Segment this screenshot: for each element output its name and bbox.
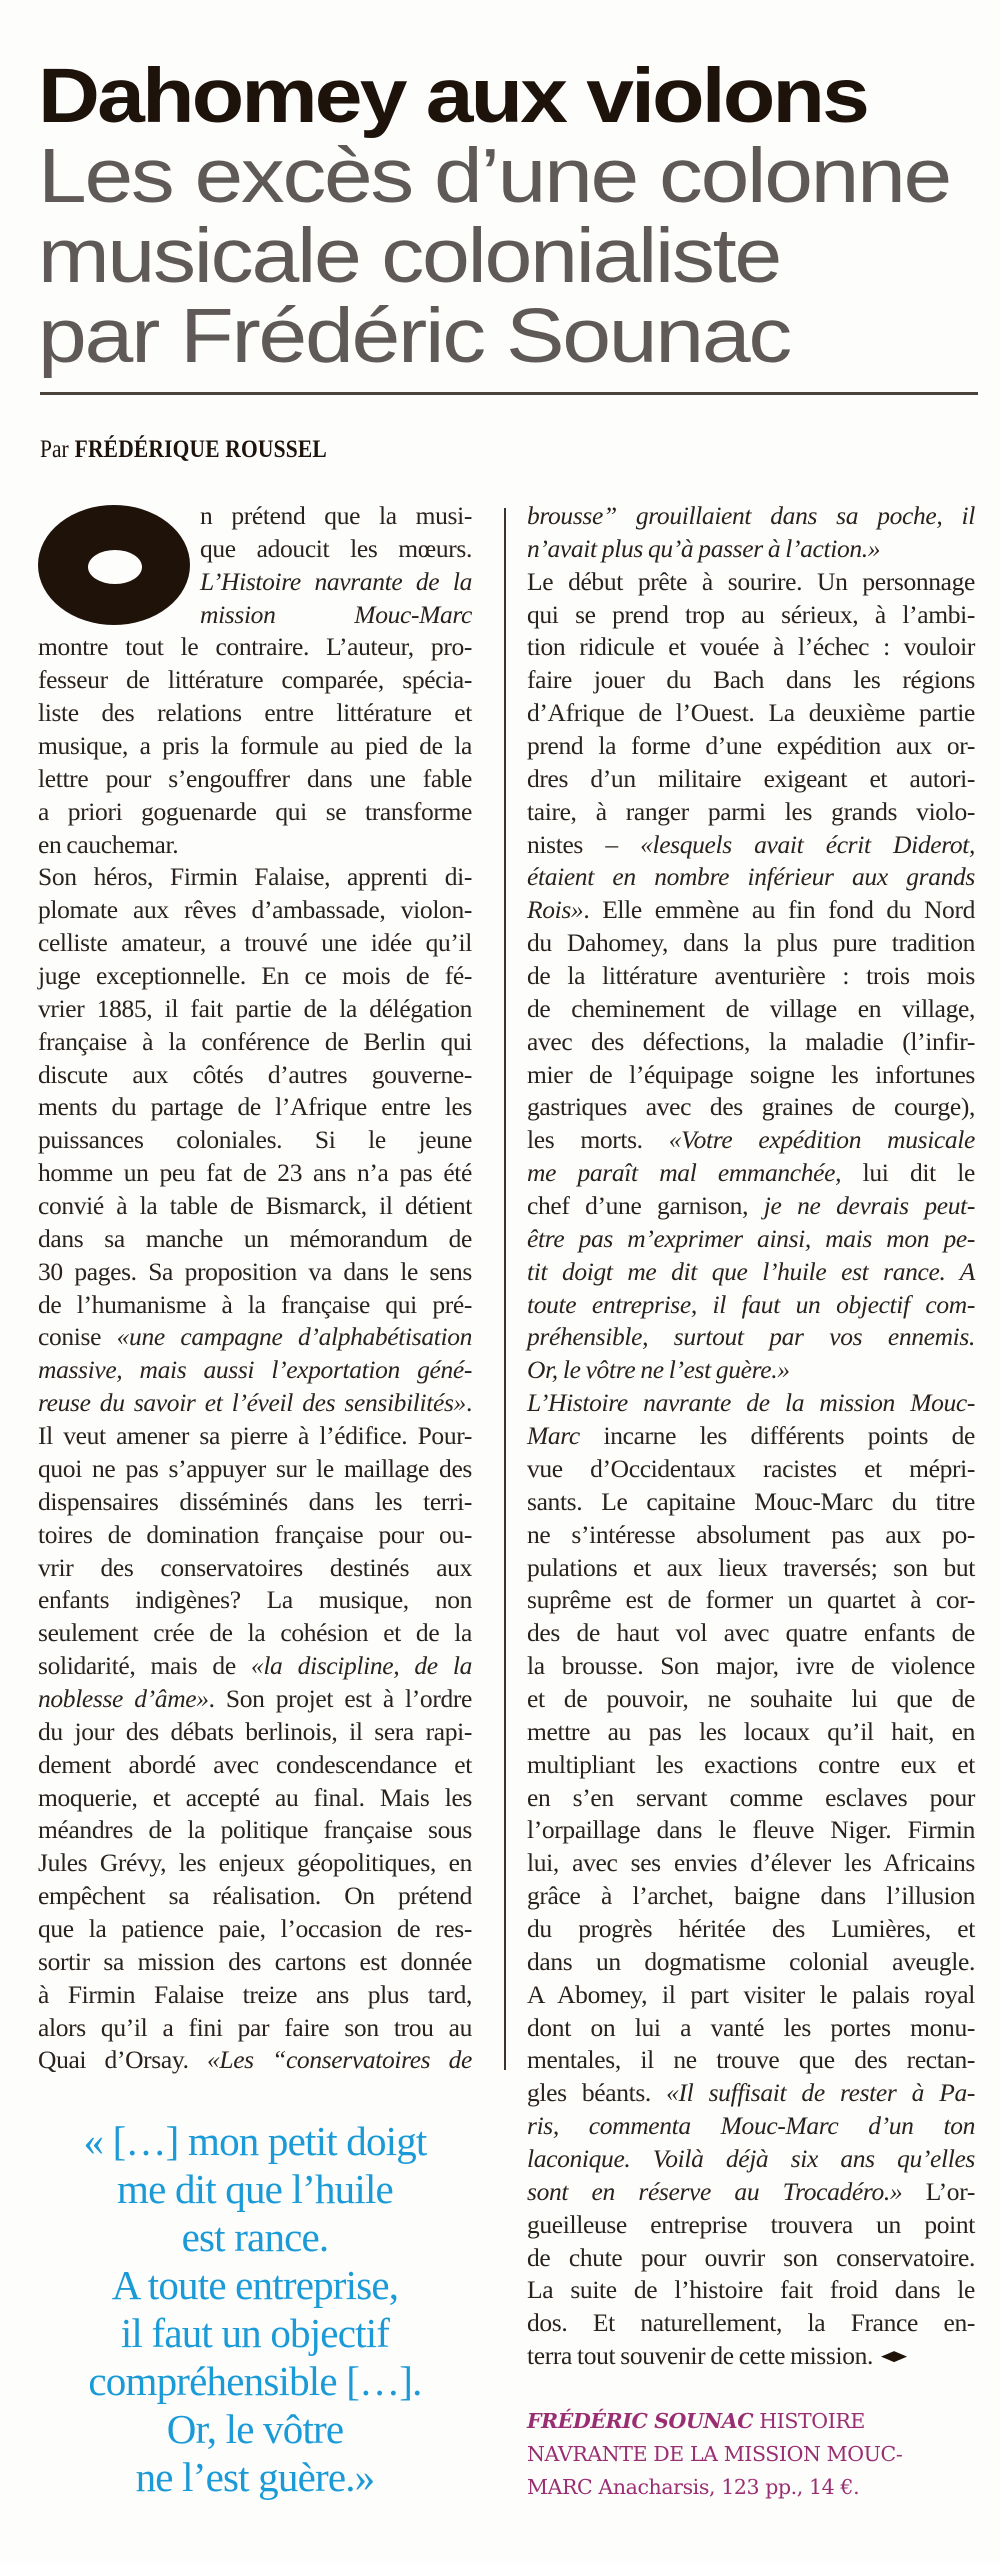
- article-text: homme un peu fat de 23 ans n’a pas été: [38, 1158, 472, 1188]
- article-line: [38, 894, 472, 927]
- article-text: terra tout souvenir de cette mission.: [527, 2341, 874, 2371]
- article-line: [527, 829, 975, 862]
- article-text: taire, à ranger parmi les grands violo-: [527, 796, 975, 826]
- article-line: [527, 1946, 975, 1979]
- article-text: du Dahomey, dans la plus pure tradition: [527, 928, 975, 958]
- article-text: plomate aux rêves d’ambassade, violon-: [38, 895, 472, 925]
- article-line: [527, 599, 975, 632]
- article-text-italic: «une campagne d’alphabétisation: [116, 1322, 472, 1352]
- article-line: [527, 2143, 975, 2176]
- article-line: [38, 1190, 472, 1223]
- pull-quote-line: A toute entreprise,: [111, 2262, 399, 2308]
- article-line: [527, 2110, 975, 2143]
- article-text: gastriques avec des graines de courge),: [527, 1092, 975, 1122]
- article-line: [38, 1453, 472, 1486]
- article-line: [38, 1749, 472, 1782]
- article-text: ments du partage de l’Afrique entre les: [38, 1092, 472, 1122]
- byline-author: FRÉDÉRIQUE ROUSSEL: [74, 436, 327, 463]
- article-line: [527, 1716, 975, 1749]
- article-text: alors qu’il a fini par faire son trou au: [38, 2012, 472, 2042]
- article-line: [38, 1913, 472, 1946]
- article-line: [38, 1387, 472, 1420]
- article-text: vue d’Occidentaux racistes et mépri-: [527, 1453, 975, 1483]
- article-line: [527, 1223, 975, 1256]
- article-line: [527, 1519, 975, 1552]
- article-line: [527, 960, 975, 993]
- article-text: quoi ne pas s’appuyer sur le maillage des: [38, 1453, 472, 1483]
- article-text: grâce à l’archet, baigne dans l’illusion: [527, 1881, 975, 1911]
- article-line: [527, 2012, 975, 2045]
- article-text: toires de domination française pour ou-: [38, 1519, 472, 1549]
- article-line: [38, 2012, 472, 2045]
- article-line: [38, 1946, 472, 1979]
- article-line: [527, 1387, 975, 1420]
- article-line: [200, 599, 472, 632]
- headline-subtitle-line: Les excès d’une colonne: [38, 133, 951, 219]
- article-text: de chute pour ouvrir son conservatoire.: [527, 2242, 975, 2272]
- article-text: multipliant les exactions contre eux et: [527, 1749, 975, 1779]
- article-text: faire jouer du Bach dans les régions: [527, 665, 975, 695]
- article-text: que la patience paie, l’occasion de res-: [38, 1913, 472, 1943]
- article-text: dres d’un militaire exigeant et autori-: [527, 763, 975, 793]
- article-line: [38, 861, 472, 894]
- article-line: [38, 796, 472, 829]
- article-line: [38, 730, 472, 763]
- article-line: [38, 1223, 472, 1256]
- article-line: [527, 500, 975, 533]
- article-line: [38, 1552, 472, 1585]
- article-text-italic: brousse” grouillaient dans sa poche, il: [527, 501, 975, 530]
- article-text: vrir des conservatoires destinés aux: [38, 1552, 472, 1582]
- article-line: [527, 1157, 975, 1190]
- article-text: L’or-: [902, 2176, 975, 2206]
- article-line: [527, 2209, 975, 2242]
- article-text: mier de l’équipage soigne les infortunes: [527, 1059, 975, 1089]
- article-text: sortir sa mission des cartons est donnée: [38, 1946, 472, 1976]
- article-line: [38, 927, 472, 960]
- article-line: [38, 1814, 472, 1847]
- article-text: du jour des débats berlinois, il sera rapi-: [38, 1716, 472, 1746]
- article-line: [38, 1880, 472, 1913]
- article-line: [38, 1157, 472, 1190]
- article-text-italic: préhensible, surtout par vos ennemis.: [527, 1322, 975, 1352]
- article-text-italic: «Votre expédition musicale: [668, 1125, 976, 1155]
- article-line: [527, 664, 975, 697]
- article-line: [527, 2307, 975, 2340]
- article-text: mettre au pas les locaux qu’il hait, en: [527, 1716, 975, 1746]
- article-text: à Firmin Falaise treize ans plus tard,: [38, 1979, 472, 2009]
- article-text: d’Afrique de l’Ouest. La deuxième partie: [527, 698, 975, 728]
- article-line: [38, 1519, 472, 1552]
- article-text: pulations et aux lieux traversés; son but: [527, 1552, 975, 1582]
- article-text: Son héros, Firmin Falaise, apprenti di-: [38, 862, 472, 892]
- article-line: [38, 1289, 472, 1322]
- article-text-italic: noblesse d’âme»: [38, 1683, 209, 1713]
- article-line: [527, 1124, 975, 1157]
- pull-quote-line: il faut un objectif: [120, 2310, 390, 2356]
- article-line: [38, 2044, 472, 2077]
- article-text: Le début prête à sourire. Un personnage: [527, 566, 975, 596]
- article-line: [527, 894, 975, 927]
- pull-quote-line: « […] mon petit doigt: [83, 2118, 427, 2164]
- article-text: celliste amateur, a trouvé une idée qu’il: [38, 928, 472, 958]
- article-text-italic: L’Histoire navrante de la mission Mouc-: [527, 1388, 975, 1418]
- article-text: Il veut amener sa pierre à l’édifice. Pour-: [38, 1421, 472, 1451]
- article-line: [527, 993, 975, 1026]
- article-line: [200, 566, 472, 599]
- article-line: [527, 533, 975, 566]
- article-text: française à la conférence de Berlin qui: [38, 1026, 472, 1056]
- article-line: [527, 1814, 975, 1847]
- article-line: [527, 1059, 975, 1092]
- article-line: [38, 1782, 472, 1815]
- book-title: HISTOIRE: [759, 2409, 865, 2433]
- book-title-continued: NAVRANTE DE LA MISSION MOUC-: [527, 2442, 903, 2466]
- article-text: la brousse. Son major, ivre de violence: [527, 1651, 975, 1681]
- article-line: [527, 1552, 975, 1585]
- article-text: . Elle emmène au fin fond du Nord: [583, 895, 975, 925]
- article-text: dement abordé avec condescendance et: [38, 1749, 472, 1779]
- article-text: La suite de l’histoire fait froid dans le: [527, 2275, 975, 2305]
- article-text: lettre pour s’engouffrer dans une fable: [38, 763, 472, 793]
- article-line: [527, 2274, 975, 2307]
- article-line: [527, 2077, 975, 2110]
- article-text: sants. Le capitaine Mouc-Marc du titre: [527, 1486, 975, 1516]
- article-line: [38, 1650, 472, 1683]
- article-text-italic: me paraît mal emmanchée,: [527, 1158, 842, 1188]
- article-text: juge exceptionnelle. En ce mois de fé-: [38, 961, 472, 991]
- article-text: en s’en servant comme esclaves pour: [527, 1782, 975, 1812]
- article-line: [38, 631, 472, 664]
- article-text-italic: tit doigt me dit que l’huile est rance. A: [527, 1256, 975, 1286]
- article-line: [38, 1584, 472, 1617]
- article-text: solidarité, mais de: [38, 1651, 251, 1681]
- article-text: vrier 1885, il fait partie de la délégation: [38, 993, 472, 1023]
- article-text: incarne les différents points de: [579, 1421, 975, 1451]
- article-line: [527, 1880, 975, 1913]
- article-text-italic: Marc: [527, 1421, 580, 1451]
- article-text: conise: [38, 1322, 117, 1352]
- article-text: de la littérature aventurière : trois mois: [527, 961, 975, 991]
- headline-rule: [40, 392, 978, 395]
- article-text-italic: je ne devrais peut-: [763, 1191, 975, 1221]
- pull-quote-line: Or, le vôtre: [166, 2406, 344, 2452]
- end-mark-diamond-icon: [881, 2351, 907, 2362]
- article-text: suprême est de former un quartet à cor-: [527, 1585, 975, 1615]
- article-text: seulement crée de la cohésion et de la: [38, 1618, 472, 1648]
- article-text-italic: «la discipline, de la: [250, 1651, 472, 1681]
- article-line: [527, 1321, 975, 1354]
- article-line: [527, 1847, 975, 1880]
- article-column-left: [38, 500, 472, 2077]
- article-line: [527, 566, 975, 599]
- article-text-italic: «Il suffisait de rester à Pa-: [666, 2078, 975, 2108]
- article-line: [527, 763, 975, 796]
- article-text: dans sa manche un mémorandum de: [38, 1223, 472, 1253]
- article-text: Quai d’Orsay.: [38, 2045, 207, 2075]
- article-text: dans un dogmatisme colonial aveugle.: [527, 1946, 975, 1976]
- article-line: [38, 1847, 472, 1880]
- byline-prefix: Par: [40, 436, 69, 463]
- article-line: [527, 1289, 975, 1322]
- article-text-italic: «Les “conservatoires de: [206, 2045, 472, 2075]
- article-line: [38, 1091, 472, 1124]
- article-line: [38, 1716, 472, 1749]
- article-text-italic: massive, mais aussi l’exportation géné-: [38, 1355, 472, 1385]
- article-line: [527, 1650, 975, 1683]
- article-text: l’orpaillage dans le fleuve Niger. Firmin: [527, 1815, 975, 1845]
- article-line: [527, 1453, 975, 1486]
- article-text: lui dit le: [841, 1158, 975, 1188]
- article-text: en cauchemar.: [38, 829, 179, 859]
- article-text: et de pouvoir, ne souhaite lui que de: [527, 1683, 975, 1713]
- article-text-italic: «lesquels avait écrit Diderot,: [640, 829, 975, 859]
- article-line: [38, 1059, 472, 1092]
- pull-quote-line: ne l’est guère.»: [135, 2454, 375, 2500]
- article-text-italic: être pas m’exprimer ainsi, mais mon pe-: [527, 1223, 975, 1253]
- article-text-italic: L’Histoire navrante de la: [200, 566, 472, 596]
- article-line: [527, 1354, 975, 1387]
- article-text: chef d’une garnison,: [527, 1191, 764, 1221]
- article-line: [38, 960, 472, 993]
- article-line: [527, 1190, 975, 1223]
- article-line: [527, 1091, 975, 1124]
- article-text-italic: toute entreprise, il faut un objectif com-: [527, 1289, 975, 1319]
- article-line: [38, 993, 472, 1026]
- article-line: [527, 1683, 975, 1716]
- article-text: avec des défections, la maladie (l’infir-: [527, 1026, 975, 1056]
- article-text-italic: n’avait plus qu’à passer à l’action.»: [527, 533, 881, 563]
- article-text: ne s’intéresse absolument pas aux po-: [527, 1519, 975, 1549]
- pull-quote-line: est rance.: [181, 2214, 329, 2260]
- article-text-italic: laconique. Voilà déjà six ans qu’elles: [527, 2143, 975, 2173]
- article-text: que adoucit les mœurs.: [200, 533, 472, 563]
- article-text: montre tout le contraire. L’auteur, pro-: [38, 632, 472, 662]
- article-text-italic: étaient en nombre inférieur aux grands: [527, 862, 975, 892]
- article-text: lui, avec ses envies d’élever les Africains: [527, 1848, 975, 1878]
- article-text: empêchent sa réalisation. On prétend: [38, 1881, 472, 1911]
- article-line: [38, 1321, 472, 1354]
- article-text: qui se prend trop au sérieux, à l’ambi-: [527, 599, 975, 629]
- article-text-italic: mission Mouc-Marc: [200, 599, 472, 629]
- article-text: dont on lui a vanté les portes monu-: [527, 2012, 975, 2042]
- pull-quote-line: me dit que l’huile: [117, 2166, 393, 2212]
- article-text: de cheminement de village en village,: [527, 993, 975, 1023]
- article-text: .: [465, 1388, 472, 1418]
- article-text: dispensaires disséminés dans les terri-: [38, 1486, 472, 1516]
- headline-subtitle-line: par Frédéric Sounac: [38, 293, 790, 379]
- article-line: [527, 1486, 975, 1519]
- article-text: mentales, il ne trouve que des rectan-: [527, 2045, 975, 2075]
- article-text-italic: Rois»: [527, 895, 584, 925]
- article-text: puissances coloniales. Si le jeune: [38, 1125, 472, 1155]
- article-line: [527, 861, 975, 894]
- article-line: [527, 1979, 975, 2012]
- article-line: [527, 1420, 975, 1453]
- article-text: gueilleuse entreprise trouvera un point: [527, 2209, 975, 2239]
- article-line: [527, 927, 975, 960]
- article-text: discute aux côtés d’autres gouverne-: [38, 1059, 472, 1089]
- book-author: FRÉDÉRIC SOUNAC: [527, 2409, 754, 2433]
- article-line: [527, 1749, 975, 1782]
- article-text: convié à la table de Bismarck, il détient: [38, 1191, 472, 1221]
- article-line: [527, 2242, 975, 2275]
- article-text: Jules Grévy, les enjeux géopolitiques, en: [38, 1848, 472, 1878]
- article-line: [38, 1354, 472, 1387]
- pull-quote: [38, 2117, 472, 2501]
- article-text: liste des relations entre littérature et: [38, 698, 472, 728]
- column-divider: [504, 508, 506, 2070]
- article-line: [38, 1256, 472, 1289]
- article-line: [527, 2176, 975, 2209]
- article-line: [38, 697, 472, 730]
- article-text-italic: reuse du savoir et l’éveil des sensibilités»: [38, 1388, 466, 1418]
- article-text: gles béants.: [527, 2078, 667, 2108]
- article-line: [38, 1026, 472, 1059]
- article-text: des de haut vol avec quatre enfants de: [527, 1618, 975, 1648]
- article-text: n prétend que la musi-: [200, 501, 472, 530]
- article-line: [527, 1026, 975, 1059]
- article-text: du progrès héritée des Lumières, et: [527, 1913, 975, 1943]
- article-text: moquerie, et accepté au final. Mais les: [38, 1782, 472, 1812]
- article-line: [38, 664, 472, 697]
- article-line: [38, 1486, 472, 1519]
- book-publisher-info: MARC Anacharsis, 123 pp., 14 €.: [527, 2475, 860, 2499]
- article-text: 30 pages. Sa proposition va dans le sens: [38, 1256, 472, 1286]
- pull-quote-line: compréhensible […].: [88, 2358, 422, 2404]
- article-line: [38, 1420, 472, 1453]
- article-line: [38, 829, 472, 862]
- article-line: [200, 500, 472, 533]
- article-line: [527, 796, 975, 829]
- article-text-italic: sont en réserve au Trocadéro.»: [527, 2176, 903, 2206]
- article-text: a priori goguenarde qui se transforme: [38, 796, 472, 826]
- article-text: prend la forme d’une expédition aux or-: [527, 731, 975, 761]
- article-line: [527, 1617, 975, 1650]
- article-text: les morts.: [527, 1125, 669, 1155]
- article-line: [38, 763, 472, 796]
- article-text: nistes –: [527, 829, 641, 859]
- article-text: . Son projet est à l’ordre: [208, 1683, 472, 1713]
- article-column-right: [527, 500, 975, 2373]
- article-text: enfants indigènes? La musique, non: [38, 1585, 472, 1615]
- article-text: tion ridicule et vouée à l’échec : vouloir: [527, 632, 975, 662]
- article-line: [527, 1584, 975, 1617]
- article-line: [200, 533, 472, 566]
- headline-title: Dahomey aux violons: [38, 53, 867, 139]
- article-line: [527, 1913, 975, 1946]
- article-line: [38, 1683, 472, 1716]
- article-text: dos. Et naturellement, la France en-: [527, 2308, 975, 2338]
- article-text: de l’humanisme à la française qui pré-: [38, 1289, 472, 1319]
- article-text: musique, a pris la formule au pied de la: [38, 731, 472, 761]
- article-line: [527, 2044, 975, 2077]
- article-line: [527, 730, 975, 763]
- article-text: A Abomey, il part visiter le palais royal: [527, 1979, 975, 2009]
- article-line: [527, 1782, 975, 1815]
- article-line: [38, 1979, 472, 2012]
- article-line: [527, 697, 975, 730]
- headline-subtitle-line: musicale colonialiste: [38, 213, 780, 299]
- article-text-italic: Or, le vôtre ne l’est guère.»: [527, 1355, 790, 1385]
- article-line: [527, 2340, 975, 2373]
- article-text: méandres de la politique française sous: [38, 1815, 472, 1845]
- book-credit: [527, 2405, 967, 2504]
- byline: [40, 436, 327, 464]
- article-line: [38, 1617, 472, 1650]
- article-text: fesseur de littérature comparée, spécia-: [38, 665, 472, 695]
- article-line: [527, 631, 975, 664]
- article-text-italic: ris, commenta Mouc-Marc d’un ton: [527, 2111, 975, 2141]
- article-line: [38, 1124, 472, 1157]
- article-line: [527, 1256, 975, 1289]
